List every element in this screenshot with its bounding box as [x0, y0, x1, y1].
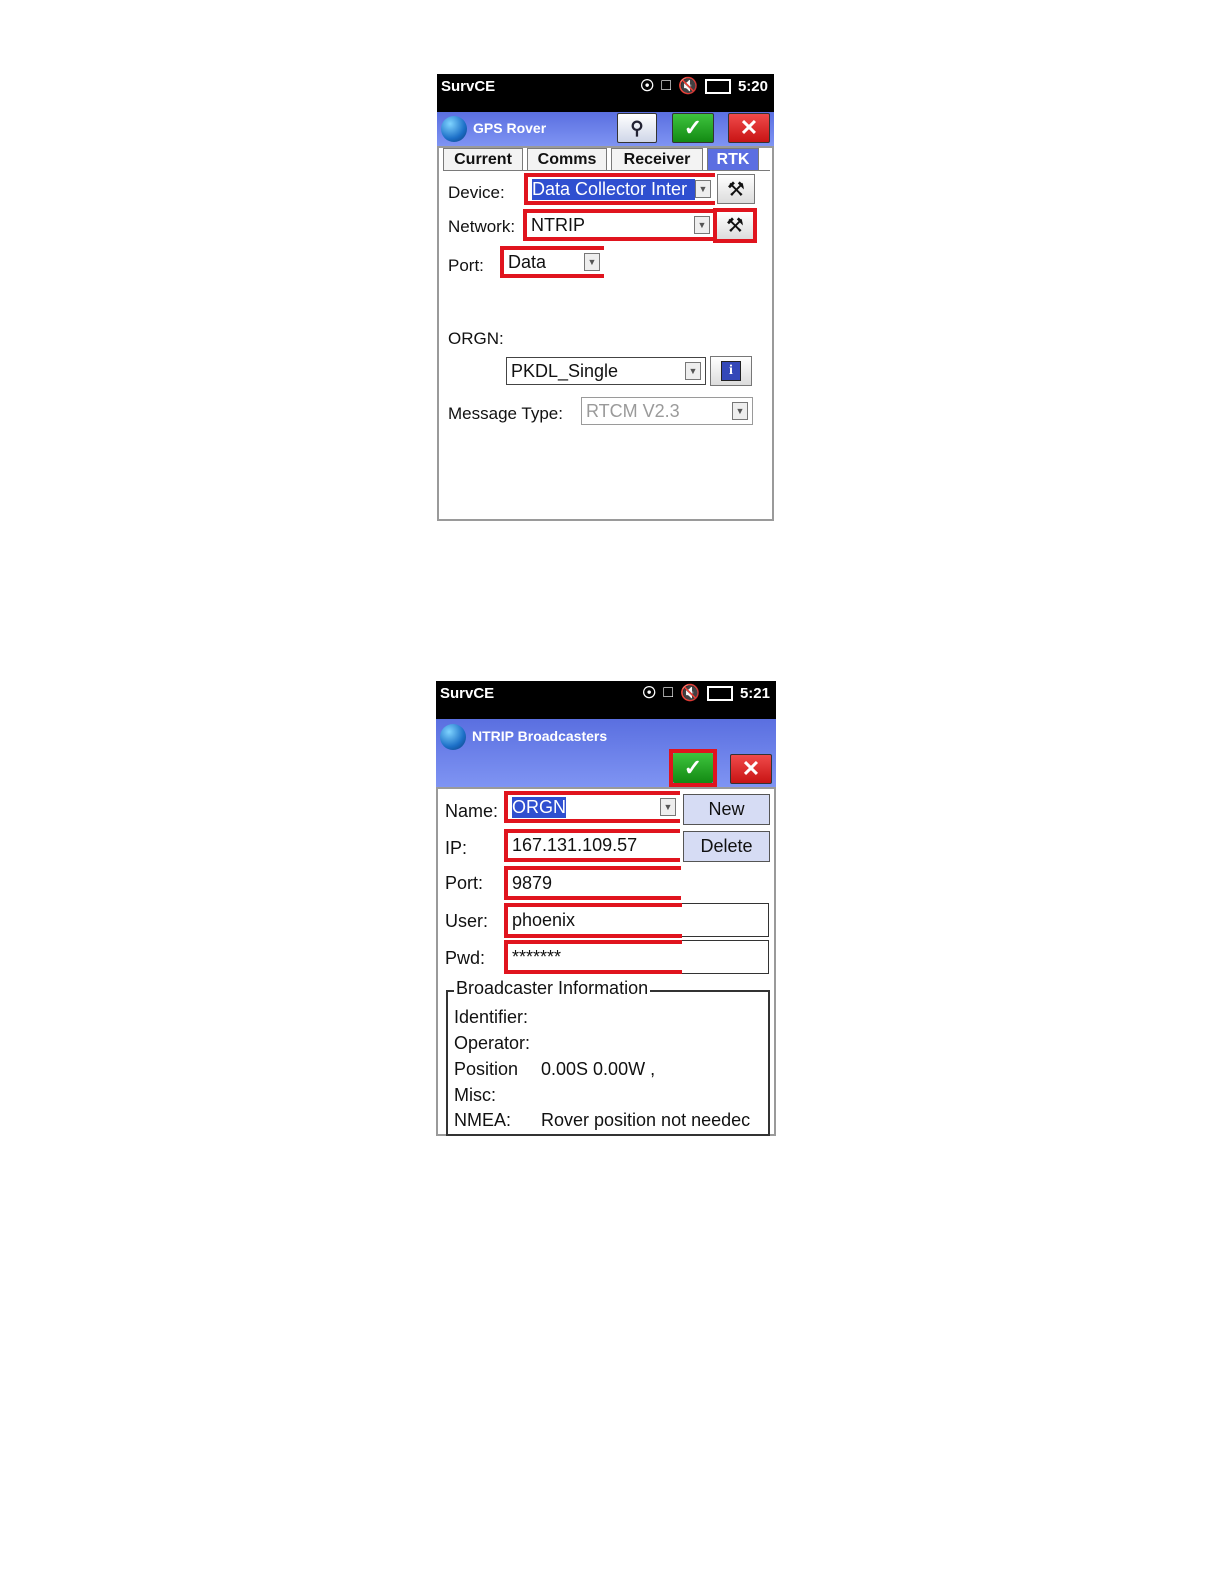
battery-icon	[705, 79, 731, 94]
cancel-button[interactable]	[730, 754, 772, 784]
title-bar	[436, 719, 776, 787]
message-type-select[interactable]	[581, 397, 753, 425]
pwd-field[interactable]: *******	[508, 944, 682, 970]
orgn-info-button[interactable]	[710, 356, 752, 386]
port-highlight	[504, 866, 681, 900]
tab-current[interactable]: Current	[443, 148, 523, 170]
chevron-down-icon: ▼	[732, 402, 748, 420]
close-icon: ✕	[739, 115, 759, 140]
app-name: SurvCE	[440, 685, 495, 702]
ip-field[interactable]: 167.131.109.57	[508, 833, 680, 858]
chevron-down-icon: ▼	[685, 362, 701, 380]
port-label: Port:	[445, 873, 484, 893]
ntrip-panel	[436, 787, 776, 1136]
nmea-label: NMEA:	[454, 1110, 512, 1130]
ok-button[interactable]	[672, 113, 714, 143]
device-value: Data Collector Inter	[532, 179, 695, 200]
network-value: NTRIP	[531, 214, 585, 235]
orgn-value: PKDL_Single	[511, 360, 619, 381]
network-label: Network:	[448, 217, 516, 236]
broadcaster-info-title: Broadcaster Information	[456, 978, 649, 998]
status-bar	[437, 74, 774, 114]
position-label: Position	[454, 1059, 519, 1079]
ip-highlight	[504, 829, 680, 862]
tab-receiver[interactable]: Receiver	[611, 148, 703, 170]
chevron-down-icon: ▼	[660, 798, 676, 816]
tab-rtk[interactable]: RTK	[707, 148, 759, 170]
tab-underline	[443, 170, 770, 171]
tools-icon: ⚒	[727, 178, 745, 201]
no-sim-icon: □	[661, 77, 672, 94]
device-highlight	[524, 173, 715, 205]
operator-label: Operator:	[454, 1033, 531, 1053]
device-config-button[interactable]	[717, 174, 755, 204]
port-select[interactable]	[504, 250, 604, 274]
orgn-select[interactable]	[506, 357, 706, 385]
position-value: 0.00S 0.00W ,	[541, 1059, 656, 1079]
port-field[interactable]: 9879	[508, 870, 681, 896]
checkmark-icon: ✓	[683, 755, 703, 780]
cancel-button[interactable]	[728, 113, 770, 143]
device-label: Device:	[448, 183, 505, 202]
chevron-down-icon: ▼	[694, 216, 710, 234]
status-bar	[436, 681, 776, 721]
misc-label: Misc:	[454, 1085, 496, 1105]
user-highlight	[504, 903, 682, 938]
no-sim-icon: □	[663, 684, 674, 701]
name-value: ORGN	[512, 796, 566, 817]
speaker-muted-icon: 🔇	[680, 685, 700, 702]
network-config-highlight	[713, 208, 757, 243]
network-select[interactable]	[527, 213, 714, 237]
tab-comms[interactable]: Comms	[527, 148, 607, 170]
ip-label: IP:	[445, 838, 468, 858]
port-label: Port:	[448, 256, 484, 275]
port-highlight	[500, 246, 604, 278]
tools-icon: ⚒	[726, 215, 744, 237]
name-label: Name:	[445, 801, 499, 821]
instrument-icon: ⚲	[630, 117, 644, 138]
message-type-value: RTCM V2.3	[586, 400, 680, 421]
orgn-label: ORGN:	[448, 329, 504, 348]
user-label: User:	[445, 911, 489, 931]
name-select[interactable]	[508, 795, 680, 819]
port-value: Data	[508, 251, 547, 272]
status-icons	[640, 76, 768, 96]
identifier-label: Identifier:	[454, 1007, 529, 1027]
globe-icon	[440, 724, 466, 750]
clock: 5:20	[737, 77, 768, 95]
chevron-down-icon: ▼	[695, 180, 711, 198]
message-type-label: Message Type:	[448, 404, 563, 423]
battery-icon	[707, 686, 733, 701]
app-name: SurvCE	[441, 78, 496, 95]
name-highlight	[504, 791, 680, 823]
user-field[interactable]: phoenix	[508, 907, 682, 934]
device-select[interactable]	[528, 177, 715, 201]
delete-button[interactable]: Delete	[683, 831, 770, 862]
info-icon: i	[721, 361, 741, 381]
network-highlight	[523, 209, 714, 241]
close-icon: ✕	[741, 756, 761, 781]
window-title: GPS Rover	[473, 120, 547, 136]
ok-button[interactable]	[673, 753, 713, 783]
instrument-setup-button[interactable]	[617, 113, 657, 143]
new-button[interactable]: New	[683, 794, 770, 825]
globe-icon	[441, 116, 467, 142]
network-config-button[interactable]	[717, 212, 753, 239]
ok-highlight	[669, 749, 717, 787]
pwd-highlight	[504, 940, 682, 974]
speaker-muted-icon: 🔇	[678, 78, 698, 95]
gps-signal-icon: ☉	[642, 685, 657, 702]
chevron-down-icon: ▼	[584, 253, 600, 271]
clock: 5:21	[739, 684, 770, 702]
title-bar	[437, 112, 774, 146]
pwd-label: Pwd:	[445, 948, 486, 968]
status-icons	[642, 683, 770, 703]
window-title: NTRIP Broadcasters	[472, 728, 608, 744]
gps-rover-panel	[437, 146, 774, 521]
checkmark-icon: ✓	[683, 115, 703, 140]
nmea-value: Rover position not needec	[541, 1110, 751, 1130]
gps-signal-icon: ☉	[640, 78, 655, 95]
